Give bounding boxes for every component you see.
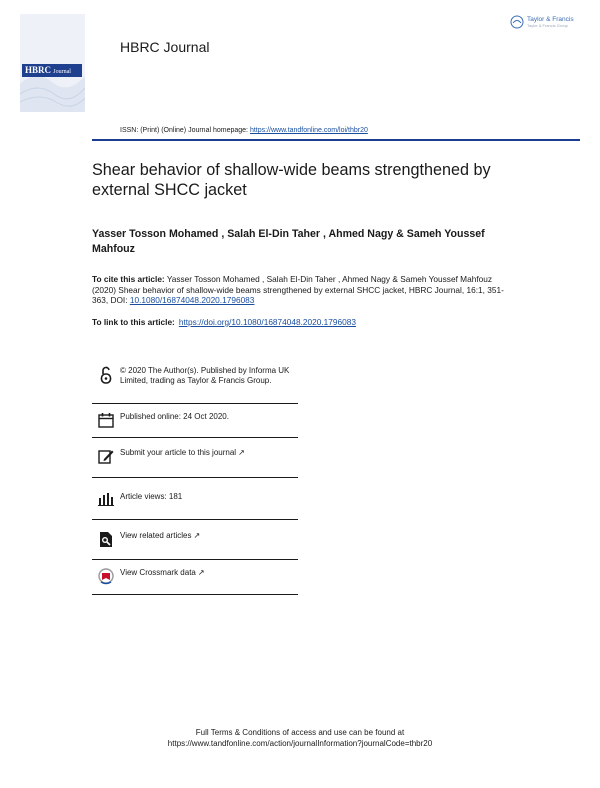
issn-prefix: ISSN: (Print) (Online) Journal homepage: — [120, 127, 250, 134]
crossmark-item[interactable] — [92, 560, 298, 595]
related-articles-link[interactable]: View related articles — [120, 531, 192, 540]
issn-line — [120, 127, 368, 134]
crossmark-link[interactable]: View Crossmark data — [120, 568, 196, 577]
bar-chart-icon — [98, 492, 114, 506]
article-views-text: Article views: 181 — [120, 492, 183, 501]
footer-terms-text: Full Terms & Conditions of access and use can be found at — [195, 728, 405, 737]
open-access-lock-icon — [100, 366, 112, 384]
related-articles-item[interactable] — [92, 520, 298, 560]
cite-label: To cite this article: — [92, 274, 165, 284]
license-item — [92, 360, 298, 404]
external-link-icon: ↗ — [193, 531, 201, 540]
calendar-icon — [98, 412, 114, 428]
journal-cover-image — [20, 14, 85, 112]
submit-article-link[interactable]: Submit your article to this journal — [120, 448, 237, 457]
submit-article-item[interactable] — [92, 438, 298, 478]
taylor-francis-logo-icon — [510, 15, 524, 29]
link-label: To link to this article: — [92, 317, 175, 327]
footer-terms-url[interactable]: https://www.tandfonline.com/action/journalInformation?journalCode=thbr20 — [167, 739, 433, 748]
article-title: Shear behavior of shallow-wide beams strengthened by external SHCC jacket — [92, 161, 491, 199]
crossmark-icon — [98, 568, 114, 586]
header-divider — [92, 139, 580, 141]
cite-text: Yasser Tosson Mohamed , Salah El-Din Taher , Ahmed Nagy & Sameh Youssef Mahfouz (2020) Shear behavior of shallow-wide beams strengthened by external SHCC jacket, HBRC Journal, 16:1, 351-363, DOI: — [92, 274, 504, 305]
publisher-logo[interactable] — [510, 14, 574, 29]
cover-title-band: HBRC Journal — [22, 64, 82, 77]
cite-doi-link[interactable]: 10.1080/16874048.2020.1796083 — [129, 295, 255, 305]
external-link-icon: ↗ — [197, 568, 205, 577]
article-doi-link[interactable]: https://doi.org/10.1080/16874048.2020.1796083 — [178, 317, 356, 327]
footer-terms — [0, 727, 600, 749]
cover-wave-pattern — [20, 14, 85, 112]
article-views-item — [92, 478, 298, 520]
citation-block — [92, 274, 512, 306]
publisher-brand: Taylor & Francis — [527, 16, 574, 23]
journal-name: HBRC Journal — [120, 39, 210, 55]
edit-pencil-icon — [98, 448, 114, 464]
article-info-list — [92, 360, 298, 595]
license-text: © 2020 The Author(s). Published by Informa UK Limited, trading as Taylor & Francis Group. — [120, 366, 290, 385]
external-link-icon: ↗ — [238, 448, 245, 457]
published-online-item — [92, 404, 298, 438]
journal-homepage-link[interactable]: https://www.tandfonline.com/loi/thbr20 — [249, 127, 368, 134]
publisher-sub: Taylor & Francis Group — [527, 23, 568, 28]
article-authors: Yasser Tosson Mohamed , Salah El-Din Taher , Ahmed Nagy & Sameh Youssef Mahfouz — [92, 228, 485, 255]
related-search-icon — [99, 531, 113, 548]
published-online-text: Published online: 24 Oct 2020. — [120, 412, 229, 421]
article-link-line — [92, 317, 356, 327]
